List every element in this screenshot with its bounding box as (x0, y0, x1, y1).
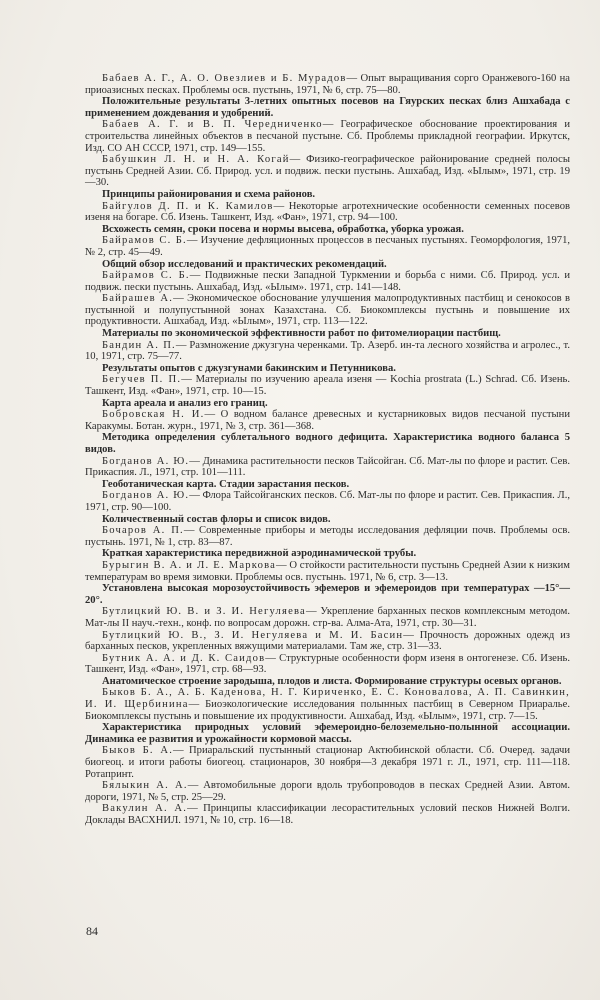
entry-citation (85, 630, 570, 653)
bibliography-entry (85, 745, 570, 780)
bibliography-entry (85, 409, 570, 455)
bibliography-entry (85, 73, 570, 119)
entry-citation-details: — Опыт выращивания сорго Оранжевого-160 на приоазисных песках. Проблемы осв. пустынь, 1971, № 6, стр. 75—80. (85, 73, 570, 96)
entry-citation (85, 606, 570, 629)
entry-author: Богданов А. Ю. (101, 490, 190, 502)
entry-citation (85, 270, 570, 293)
entry-citation (85, 409, 570, 432)
entry-annotation: Установлена высокая морозоустойчивость эфемеров и эфемероидов при температурах —15°—20°. (85, 583, 570, 606)
bibliography-entry (85, 456, 570, 491)
entry-author: Бандин А. П. (101, 339, 176, 351)
bibliography-entry (85, 490, 570, 525)
entry-citation (85, 154, 570, 189)
entry-author: Байрамов С. Б. (101, 270, 190, 282)
entry-citation-details: — Динамика растительности песков Тайсойган. Сб. Мат-лы по флоре и растит. Сев. Прикаспия. Л., 1971, стр. 101—111. (85, 455, 570, 479)
entry-citation-details: — О водном балансе древесных и кустарниковых видов песчаной пустыни Каракумы. Ботан. журн., 1971, № 3, стр. 361—368. (85, 409, 570, 432)
entry-citation-details: — Изучение дефляционных процессов в песчаных пустынях. Геоморфология, 1971, № 2, стр. 45—49. (85, 235, 571, 258)
entry-author: Бегучев П. П. (101, 374, 182, 386)
entry-annotation: Краткая характеристика передвижной аэродинамической трубы. (101, 548, 417, 560)
entry-author: Бурыгин В. А. и Л. Е. Маркова (101, 559, 277, 571)
entry-citation-details: — Прочность дорожных одежд из барханных песков, укрепленных вяжущими материалами. Там же, стр. 31—33. (85, 629, 570, 653)
entry-citation-details: — Принципы классификации лесорастительных условий песков Нижней Волги. Доклады ВАСХНИЛ. 1971, № 10, стр. 16—18. (85, 803, 570, 826)
entry-citation (85, 653, 570, 676)
entry-author: Бутлицкий Ю. В., З. И. Негуляева и М. И. Басин (101, 629, 404, 641)
entry-annotation: Материалы по экономической эффективности работ по фитомелиорации пастбищ. (101, 328, 501, 340)
bibliography-entry (85, 525, 570, 560)
bibliography-entry (85, 154, 570, 200)
entry-author: Вакулин А. А. (101, 803, 188, 815)
entry-annotation: Геоботаническая карта. Стадии зарастания песков. (101, 478, 350, 490)
entry-annotation: Общий обзор исследований и практических рекомендаций. (101, 258, 387, 270)
entry-citation-details: — Географическое обоснование проектирования и строительства линейных объектов в песчаной пустыне. Сб. Проблемы прикладной географии. Иркутск, Изд. СО АН СССР, 1971, стр. 149—155. (85, 119, 570, 154)
entry-annotation: Карта ареала и анализ его границ. (101, 397, 268, 409)
entry-author: Байрамов С. Б. (101, 235, 187, 247)
entry-annotation: Результаты опытов с джузгунами бакинским и Петунникова. (101, 362, 396, 374)
entry-citation (85, 73, 570, 96)
bibliography-entry (85, 293, 570, 339)
entry-author: Бочаров А. П. (101, 525, 184, 537)
bibliography-entry (85, 560, 570, 606)
entry-author: Быков Б. А. (101, 745, 174, 757)
bibliography-entry (85, 235, 570, 270)
entry-citation (85, 803, 570, 826)
bibliography-entry (85, 606, 570, 629)
entry-annotation: Принципы районирования и схема районов. (101, 188, 316, 200)
bibliography-entry (85, 803, 570, 826)
entry-citation (85, 456, 570, 479)
entry-citation (85, 560, 570, 583)
entry-citation (85, 119, 570, 154)
bibliography-entry (85, 687, 570, 745)
entry-citation (85, 201, 570, 224)
entry-author: Байрашев А. (101, 293, 174, 305)
entry-author: Бутник А. А. и Д. К. Саидов (101, 652, 266, 664)
entry-citation-details: — Материалы по изучению ареала изеня — Kochia prostrata (L.) Schrad. Сб. Изень. Ташкент, Изд. «Фан», 1971, стр. 10—15. (85, 374, 570, 398)
entry-author: Байгулов Д. П. и К. Камилов (101, 200, 274, 212)
entry-citation-details: — Автомобильные дороги вдоль трубопроводов в песках Средней Азии. Автом. дороги, 1971, № 5, стр. 25—29. (85, 780, 570, 803)
bibliography-entry (85, 653, 570, 688)
entry-citation (85, 374, 570, 397)
entry-citation (85, 687, 570, 722)
entry-annotation: Количественный состав флоры и список видов. (101, 513, 331, 525)
entry-citation-details: — О стойкости растительности пустынь Средней Азии к низким температурам во время зимовки. Проблемы осв. пустынь. 1971, № 6, стр. 3—13. (85, 559, 570, 583)
bibliography-entry (85, 119, 570, 154)
entry-citation (85, 490, 570, 513)
page-number: 84 (86, 924, 98, 938)
entry-citation-details: — Флора Тайсойганских песков. Сб. Мат-лы по флоре и растит. Сев. Прикаспия. Л., 1971, стр. 90—100. (85, 490, 570, 513)
entry-citation (85, 293, 570, 328)
entry-citation-details: — Размножение джузгуна черенками. Тр. Азерб. ин-та лесного хозяйства и агролес., т. 10, 1971, стр. 75—77. (85, 339, 570, 363)
bibliography-entry (85, 201, 570, 236)
entry-list (85, 73, 570, 827)
entry-author: Бутлицкий Ю. В. и З. И. Негуляева (101, 606, 306, 618)
bibliography-entry (85, 270, 570, 293)
entry-author: Бялыкин А. А. (101, 780, 188, 792)
entry-citation (85, 525, 570, 548)
entry-citation (85, 745, 570, 780)
bibliography-entry (85, 374, 570, 409)
entry-citation (85, 235, 570, 258)
entry-author: Бабаев А. Г. и В. П. Чередниченко (101, 119, 323, 131)
entry-author: Бабушкин Л. Н. и Н. А. Когай (101, 154, 290, 166)
entry-citation-details: — Укрепление барханных песков комплексным методом. Мат-лы II науч.-техн., конф. по вопросам дорожн. стр-ва. Алма-Ата, 1971, стр. 30—31. (85, 606, 570, 629)
entry-citation-details: — Экономическое обоснование улучшения малопродуктивных пастбищ и сенокосов в пустынной и полупустынной зонах Казахстана. Сб. Биокомплексы пустынь и повышение их продуктивности. Ашхабад, Изд. «Ылым», 1971, стр. 113—122. (85, 293, 570, 328)
entry-author: Богданов А. Ю. (101, 455, 190, 467)
entry-citation-details: — Структурные особенности форм изеня в онтогенезе. Сб. Изень. Ташкент, Изд. «Фан», 1971, стр. 68—93. (85, 652, 570, 676)
entry-citation-details: — Приаральский пустынный стационар Актюбинской области. Сб. Очеред. задачи биогеоц. и итоги работы биогеоц. стационаров, 30 ноября—3 декабря 1971 г. Л., 1971, стр. 111—118. Ротапринт. (85, 745, 570, 780)
entry-annotation: Всхожесть семян, сроки посева и нормы высева, обработка, уборка урожая. (101, 223, 464, 235)
entry-author: Бабаев А. Г., А. О. Овезлиев и Б. Мурадов (101, 73, 347, 84)
entry-annotation: Положительные результаты 3-летних опытных посевов на Гяурских песках близ Ашхабада с применением дождевания и удобрений. (85, 96, 570, 119)
entry-citation-details: — Физико-географическое районирование средней полосы пустынь Средней Азии. Сб. Природ. усл. и подвиж. пески пустынь. Ашхабад, Изд. «Ылым», 1971, стр. 19—30. (85, 154, 570, 189)
entry-citation-details: — Некоторые агротехнические особенности семенных посевов изеня на богаре. Сб. Изень. Ташкент, Изд. «Фан», 1971, стр. 94—100. (85, 200, 570, 224)
entry-citation (85, 780, 570, 803)
entry-author: Быков Б. А., А. Б. Каденова, Н. Г. Кириченко, Е. С. Коновалова, А. П. Савинкин, И. И. Щербинина (85, 687, 570, 711)
entry-author: Бобровская Н. И. (101, 409, 205, 421)
entry-citation-details: — Подвижные пески Западной Туркмении и борьба с ними. Сб. Природ. усл. и подвиж. пески пустынь. Ашхабад, Изд. «Ылым». 1971, стр. 141—148. (85, 270, 570, 293)
entry-citation-details: — Биоэкологические исследования полынных пастбищ в Северном Приаралье. Биокомплексы пустынь и повышение их продуктивности. Ашхабад, Изд. «Ылым», 1971, стр. 7—15. (85, 699, 570, 722)
entry-annotation: Характеристика природных условий эфемероидно-белоземельно-полынной ассоциации. Динамика ее развития и урожайности кормовой массы. (85, 722, 570, 745)
entry-citation (85, 340, 570, 363)
bibliography-entry (85, 630, 570, 653)
entry-annotation: Методика определения сублетального водного дефицита. Характеристика водного баланса 5 видов. (85, 432, 570, 455)
bibliography-entry (85, 780, 570, 803)
entry-citation-details: — Современные приборы и методы исследования дефляции почв. Проблемы осв. пустынь. 1971, № 1, стр. 83—87. (85, 525, 571, 548)
bibliography-entry (85, 340, 570, 375)
entry-annotation: Анатомическое строение зародыша, плодов и листа. Формирование структуры осевых органов. (101, 675, 562, 687)
